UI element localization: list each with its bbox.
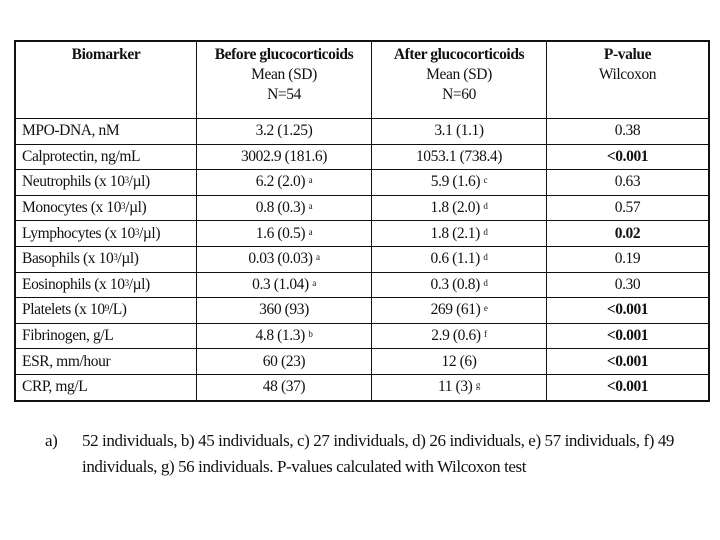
after-value: 269 (61) [430, 301, 481, 319]
exponent: 3 [121, 201, 126, 212]
p-value-cell [547, 119, 710, 145]
after-value: 11 (3) [437, 378, 473, 396]
p-value-cell [547, 144, 710, 170]
table-row [15, 195, 709, 221]
table-row [15, 221, 709, 247]
footnote-marker: a [315, 252, 320, 263]
after-value: 5.9 (1.6) [430, 173, 481, 191]
footnote-marker: b [308, 329, 313, 340]
table-row [15, 374, 709, 400]
after-value: 0.3 (0.8) [430, 275, 480, 293]
p-value-cell [547, 221, 710, 247]
after-cell [372, 298, 547, 324]
before-cell [197, 119, 372, 145]
before-cell [197, 246, 372, 272]
biomarker-name: Monocytes (x 10 [22, 199, 122, 217]
p-value: <0.001 [606, 301, 649, 319]
before-value: 360 (93) [259, 301, 309, 319]
footnote-marker: e [483, 303, 488, 314]
table-row [15, 119, 709, 145]
after-cell [372, 349, 547, 375]
header-before [197, 41, 372, 119]
exponent: 3 [124, 277, 129, 288]
after-cell [372, 246, 547, 272]
biomarker-name: Basophils (x 10 [22, 250, 114, 268]
biomarker-cell [15, 195, 197, 221]
table-row [15, 144, 709, 170]
p-value: <0.001 [606, 327, 649, 345]
p-value-cell [547, 349, 710, 375]
p-value: <0.001 [606, 147, 649, 165]
unit: /L) [108, 301, 127, 319]
biomarker-cell [15, 323, 197, 349]
after-cell [372, 195, 547, 221]
header-n: N=54 [267, 86, 301, 103]
biomarker-cell [15, 144, 197, 170]
before-cell [197, 170, 372, 196]
before-value: 60 (23) [262, 352, 306, 370]
footnote-marker: a [308, 175, 313, 186]
exponent: 3 [134, 226, 139, 237]
before-value: 0.8 (0.3) [255, 199, 306, 217]
after-cell [372, 221, 547, 247]
biomarker-cell [15, 374, 197, 400]
biomarker-cell [15, 349, 197, 375]
exponent: 9 [104, 303, 109, 314]
footnote-marker: d [483, 277, 488, 288]
table-row [15, 246, 709, 272]
biomarker-cell [15, 119, 197, 145]
p-value-cell [547, 298, 710, 324]
header-title: P-value [603, 46, 652, 63]
biomarker-name: Neutrophils (x 10 [22, 173, 125, 191]
after-cell [372, 170, 547, 196]
p-value: 0.02 [614, 224, 641, 242]
unit: /µl) [117, 250, 139, 268]
biomarker-name: Eosinophils (x 10 [22, 275, 125, 293]
biomarker-cell [15, 170, 197, 196]
p-value: 0.19 [614, 250, 641, 268]
unit: /µl) [139, 224, 161, 242]
p-value-cell [547, 374, 710, 400]
before-cell [197, 323, 372, 349]
before-value: 3.2 (1.25) [255, 122, 313, 140]
p-value: <0.001 [606, 378, 649, 396]
after-cell [372, 119, 547, 145]
header-subtitle: Wilcoxon [598, 66, 657, 83]
after-value: 0.6 (1.1) [430, 250, 480, 268]
header-title: After glucocorticoids [393, 46, 525, 63]
before-cell [197, 144, 372, 170]
p-value: 0.57 [614, 199, 641, 217]
p-value-cell [547, 195, 710, 221]
footnote-marker: f [484, 329, 487, 340]
biomarker-cell [15, 221, 197, 247]
footnote-marker: d [483, 201, 488, 212]
footnote-marker: d [483, 252, 488, 263]
before-value: 0.3 (1.04) [252, 275, 309, 293]
unit: /µl) [128, 275, 150, 293]
p-value-cell [547, 272, 710, 298]
before-value: 1.6 (0.5) [255, 224, 306, 242]
after-value: 12 (6) [441, 352, 477, 370]
biomarker-cell [15, 272, 197, 298]
exponent: 3 [113, 252, 118, 263]
table-row [15, 170, 709, 196]
before-cell [197, 374, 372, 400]
after-value: 2.9 (0.6) [431, 327, 481, 345]
header-subtitle: Mean (SD) [251, 66, 317, 83]
header-title: Before glucocorticoids [214, 46, 354, 63]
before-cell [197, 195, 372, 221]
p-value: <0.001 [606, 352, 649, 370]
p-value: 0.38 [614, 122, 641, 140]
header-n: N=60 [442, 86, 476, 103]
table-header-row [15, 41, 709, 119]
before-cell [197, 272, 372, 298]
before-value: 0.03 (0.03) [248, 250, 313, 268]
header-title: Biomarker [71, 46, 141, 63]
table-row [15, 298, 709, 324]
after-cell [372, 272, 547, 298]
after-value: 3.1 (1.1) [434, 122, 484, 140]
after-cell [372, 323, 547, 349]
biomarker-cell [15, 298, 197, 324]
before-cell [197, 349, 372, 375]
biomarker-cell [15, 246, 197, 272]
before-value: 4.8 (1.3) [255, 327, 305, 345]
table-row [15, 272, 709, 298]
biomarker-table [14, 40, 710, 402]
after-value: 1053.1 (738.4) [415, 147, 503, 165]
table-row [15, 349, 709, 375]
before-cell [197, 221, 372, 247]
unit: /µl) [128, 173, 150, 191]
p-value-cell [547, 246, 710, 272]
exponent: 3 [124, 175, 129, 186]
biomarker-name: Lymphocytes (x 10 [22, 224, 135, 242]
biomarker-name: CRP, mg/L [22, 378, 88, 396]
after-cell [372, 374, 547, 400]
after-value: 1.8 (2.0) [430, 199, 480, 217]
before-cell [197, 298, 372, 324]
biomarker-name: MPO-DNA, nM [22, 122, 120, 140]
header-after [372, 41, 547, 119]
footnote-text: 52 individuals, b) 45 individuals, c) 27 individuals, d) 26 individuals, e) 57 individuals, f) 49 individuals, g) 56 individuals. P-values calculated with Wilcoxon test [82, 431, 675, 476]
p-value-cell [547, 323, 710, 349]
footnote-marker: a [308, 226, 313, 237]
biomarker-name: Calprotectin, ng/mL [22, 147, 141, 165]
footnote-marker: c [483, 175, 488, 186]
footnote-label: a) [45, 431, 58, 450]
footnote-marker: d [483, 226, 488, 237]
biomarker-name: Platelets (x 10 [22, 301, 105, 319]
after-value: 1.8 (2.1) [430, 224, 480, 242]
table-row [15, 323, 709, 349]
footnote-marker: g [475, 380, 481, 391]
footnote-marker: a [308, 201, 313, 212]
p-value: 0.63 [614, 173, 641, 191]
header-subtitle: Mean (SD) [426, 66, 492, 83]
header-p-value [547, 41, 710, 119]
biomarker-name: Fibrinogen, g/L [22, 327, 114, 345]
before-value: 48 (37) [262, 378, 306, 396]
footnote [45, 428, 705, 480]
after-cell [372, 144, 547, 170]
footnote-marker: a [312, 277, 316, 288]
header-biomarker [15, 41, 197, 119]
biomarker-name: ESR, mm/hour [22, 352, 111, 370]
p-value: 0.30 [614, 275, 641, 293]
before-value: 6.2 (2.0) [255, 173, 306, 191]
before-value: 3002.9 (181.6) [240, 147, 328, 165]
p-value-cell [547, 170, 710, 196]
unit: /µl) [125, 199, 147, 217]
